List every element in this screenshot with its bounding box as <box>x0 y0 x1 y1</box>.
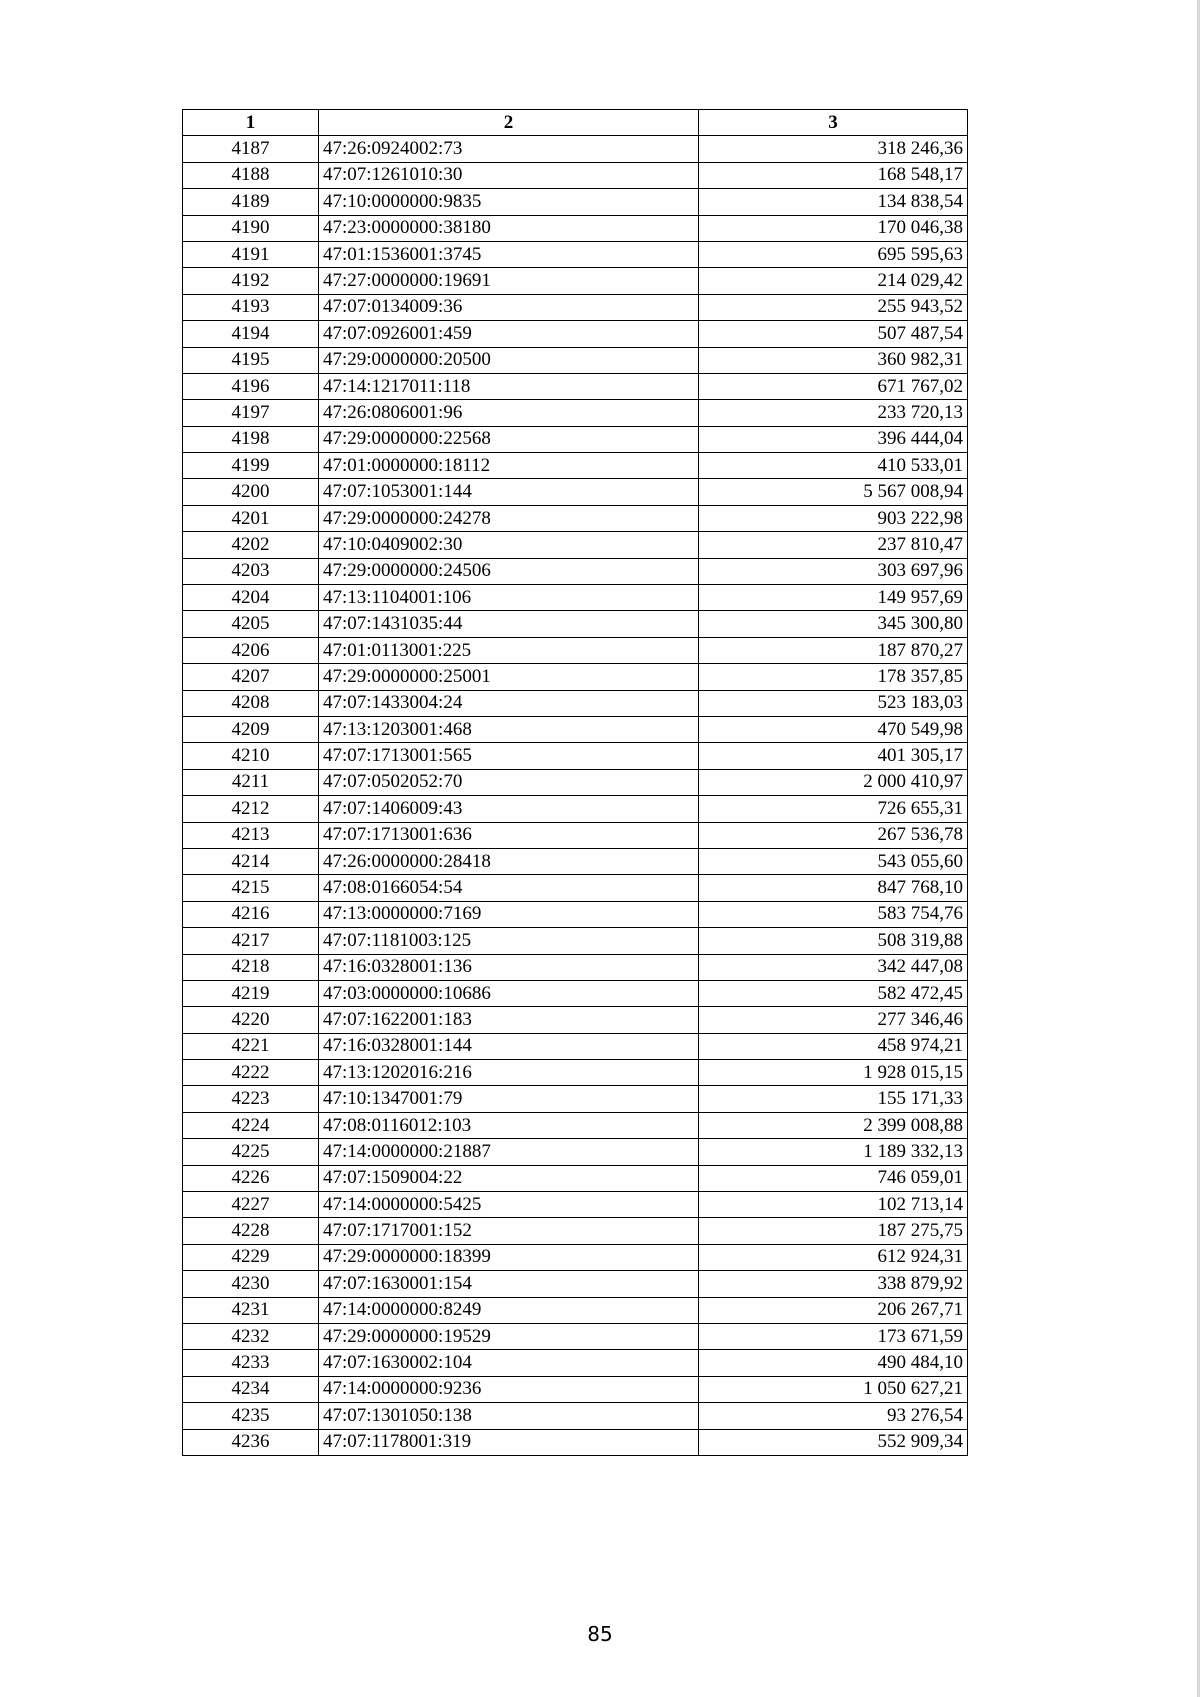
value-cell: 173 671,59 <box>699 1323 968 1349</box>
table-row <box>183 690 968 716</box>
value-cell: 345 300,80 <box>699 611 968 637</box>
row-number-cell: 4221 <box>183 1033 319 1059</box>
column-header-3: 3 <box>699 110 968 136</box>
row-number-cell: 4219 <box>183 980 319 1006</box>
row-number-cell: 4217 <box>183 928 319 954</box>
table-row <box>183 1271 968 1297</box>
table-body <box>183 136 968 1456</box>
table-row <box>183 373 968 399</box>
table-row <box>183 1112 968 1138</box>
table-row <box>183 1350 968 1376</box>
cadastral-number-cell: 47:07:1713001:565 <box>319 743 699 769</box>
row-number-cell: 4232 <box>183 1323 319 1349</box>
cadastral-number-cell: 47:07:0134009:36 <box>319 294 699 320</box>
value-cell: 187 275,75 <box>699 1218 968 1244</box>
row-number-cell: 4200 <box>183 479 319 505</box>
table-row <box>183 743 968 769</box>
table-row <box>183 347 968 373</box>
table-row <box>183 532 968 558</box>
value-cell: 695 595,63 <box>699 241 968 267</box>
row-number-cell: 4216 <box>183 901 319 927</box>
cadastral-number-cell: 47:07:1053001:144 <box>319 479 699 505</box>
cadastral-number-cell: 47:26:0000000:28418 <box>319 848 699 874</box>
row-number-cell: 4204 <box>183 585 319 611</box>
table-row <box>183 1376 968 1402</box>
table-row <box>183 901 968 927</box>
cadastral-number-cell: 47:10:0000000:9835 <box>319 189 699 215</box>
value-cell: 2 000 410,97 <box>699 769 968 795</box>
table-row <box>183 294 968 320</box>
table-row <box>183 611 968 637</box>
row-number-cell: 4189 <box>183 189 319 215</box>
cadastral-number-cell: 47:07:1261010:30 <box>319 162 699 188</box>
row-number-cell: 4229 <box>183 1244 319 1270</box>
row-number-cell: 4213 <box>183 822 319 848</box>
value-cell: 508 319,88 <box>699 928 968 954</box>
value-cell: 583 754,76 <box>699 901 968 927</box>
value-cell: 543 055,60 <box>699 848 968 874</box>
row-number-cell: 4210 <box>183 743 319 769</box>
table-row <box>183 1086 968 1112</box>
table-row <box>183 1323 968 1349</box>
cadastral-number-cell: 47:01:0113001:225 <box>319 637 699 663</box>
table-row <box>183 848 968 874</box>
value-cell: 318 246,36 <box>699 136 968 162</box>
row-number-cell: 4209 <box>183 716 319 742</box>
row-number-cell: 4187 <box>183 136 319 162</box>
column-header-1: 1 <box>183 110 319 136</box>
row-number-cell: 4205 <box>183 611 319 637</box>
table-row <box>183 479 968 505</box>
cadastral-number-cell: 47:29:0000000:24506 <box>319 558 699 584</box>
row-number-cell: 4226 <box>183 1165 319 1191</box>
value-cell: 523 183,03 <box>699 690 968 716</box>
header-row <box>183 110 968 136</box>
table-row <box>183 189 968 215</box>
table-row <box>183 1297 968 1323</box>
table-row <box>183 453 968 479</box>
value-cell: 149 957,69 <box>699 585 968 611</box>
value-cell: 93 276,54 <box>699 1403 968 1429</box>
value-cell: 233 720,13 <box>699 400 968 426</box>
table-row <box>183 928 968 954</box>
table-row <box>183 1139 968 1165</box>
cadastral-number-cell: 47:29:0000000:18399 <box>319 1244 699 1270</box>
table-row <box>183 637 968 663</box>
value-cell: 1 050 627,21 <box>699 1376 968 1402</box>
value-cell: 170 046,38 <box>699 215 968 241</box>
table-row <box>183 215 968 241</box>
table-row <box>183 1007 968 1033</box>
row-number-cell: 4202 <box>183 532 319 558</box>
value-cell: 470 549,98 <box>699 716 968 742</box>
row-number-cell: 4231 <box>183 1297 319 1323</box>
cadastral-number-cell: 47:13:0000000:7169 <box>319 901 699 927</box>
value-cell: 582 472,45 <box>699 980 968 1006</box>
value-cell: 410 533,01 <box>699 453 968 479</box>
row-number-cell: 4203 <box>183 558 319 584</box>
row-number-cell: 4225 <box>183 1139 319 1165</box>
value-cell: 303 697,96 <box>699 558 968 584</box>
row-number-cell: 4214 <box>183 848 319 874</box>
cadastral-number-cell: 47:07:1630002:104 <box>319 1350 699 1376</box>
row-number-cell: 4218 <box>183 954 319 980</box>
cadastral-number-cell: 47:29:0000000:20500 <box>319 347 699 373</box>
value-cell: 396 444,04 <box>699 426 968 452</box>
cadastral-number-cell: 47:07:1509004:22 <box>319 1165 699 1191</box>
table-header <box>183 110 968 136</box>
cadastral-number-cell: 47:14:0000000:5425 <box>319 1192 699 1218</box>
value-cell: 338 879,92 <box>699 1271 968 1297</box>
cadastral-number-cell: 47:14:0000000:9236 <box>319 1376 699 1402</box>
table-row <box>183 1244 968 1270</box>
value-cell: 490 484,10 <box>699 1350 968 1376</box>
value-cell: 1 189 332,13 <box>699 1139 968 1165</box>
value-cell: 401 305,17 <box>699 743 968 769</box>
table-row <box>183 1165 968 1191</box>
cadastral-number-cell: 47:10:1347001:79 <box>319 1086 699 1112</box>
value-cell: 267 536,78 <box>699 822 968 848</box>
row-number-cell: 4215 <box>183 875 319 901</box>
value-cell: 1 928 015,15 <box>699 1060 968 1086</box>
cadastral-number-cell: 47:26:0806001:96 <box>319 400 699 426</box>
table-row <box>183 1060 968 1086</box>
cadastral-number-cell: 47:13:1202016:216 <box>319 1060 699 1086</box>
cadastral-number-cell: 47:29:0000000:22568 <box>319 426 699 452</box>
row-number-cell: 4206 <box>183 637 319 663</box>
value-cell: 2 399 008,88 <box>699 1112 968 1138</box>
cadastral-number-cell: 47:07:1406009:43 <box>319 796 699 822</box>
table-row <box>183 585 968 611</box>
value-cell: 458 974,21 <box>699 1033 968 1059</box>
row-number-cell: 4230 <box>183 1271 319 1297</box>
value-cell: 903 222,98 <box>699 505 968 531</box>
page-number: 85 <box>587 1622 613 1646</box>
row-number-cell: 4201 <box>183 505 319 531</box>
cadastral-number-cell: 47:07:1630001:154 <box>319 1271 699 1297</box>
table-row <box>183 1429 968 1455</box>
row-number-cell: 4223 <box>183 1086 319 1112</box>
registry-table <box>182 109 968 1456</box>
value-cell: 507 487,54 <box>699 321 968 347</box>
row-number-cell: 4236 <box>183 1429 319 1455</box>
table-row <box>183 321 968 347</box>
value-cell: 552 909,34 <box>699 1429 968 1455</box>
cadastral-number-cell: 47:14:1217011:118 <box>319 373 699 399</box>
row-number-cell: 4194 <box>183 321 319 347</box>
cadastral-number-cell: 47:26:0924002:73 <box>319 136 699 162</box>
cadastral-number-cell: 47:07:0926001:459 <box>319 321 699 347</box>
cadastral-number-cell: 47:07:1717001:152 <box>319 1218 699 1244</box>
cadastral-number-cell: 47:08:0116012:103 <box>319 1112 699 1138</box>
value-cell: 214 029,42 <box>699 268 968 294</box>
table-row <box>183 1192 968 1218</box>
table-row <box>183 241 968 267</box>
row-number-cell: 4190 <box>183 215 319 241</box>
cadastral-number-cell: 47:07:1181003:125 <box>319 928 699 954</box>
cadastral-number-cell: 47:07:1622001:183 <box>319 1007 699 1033</box>
value-cell: 612 924,31 <box>699 1244 968 1270</box>
cadastral-number-cell: 47:29:0000000:25001 <box>319 664 699 690</box>
table-row <box>183 796 968 822</box>
value-cell: 360 982,31 <box>699 347 968 373</box>
row-number-cell: 4191 <box>183 241 319 267</box>
row-number-cell: 4208 <box>183 690 319 716</box>
value-cell: 847 768,10 <box>699 875 968 901</box>
table-row <box>183 558 968 584</box>
row-number-cell: 4198 <box>183 426 319 452</box>
value-cell: 206 267,71 <box>699 1297 968 1323</box>
row-number-cell: 4197 <box>183 400 319 426</box>
value-cell: 671 767,02 <box>699 373 968 399</box>
value-cell: 134 838,54 <box>699 189 968 215</box>
cadastral-number-cell: 47:23:0000000:38180 <box>319 215 699 241</box>
value-cell: 255 943,52 <box>699 294 968 320</box>
cadastral-number-cell: 47:07:1178001:319 <box>319 1429 699 1455</box>
table-row <box>183 136 968 162</box>
table-row <box>183 162 968 188</box>
row-number-cell: 4193 <box>183 294 319 320</box>
cadastral-number-cell: 47:16:0328001:136 <box>319 954 699 980</box>
cadastral-number-cell: 47:14:0000000:21887 <box>319 1139 699 1165</box>
table-row <box>183 426 968 452</box>
value-cell: 155 171,33 <box>699 1086 968 1112</box>
table-row <box>183 822 968 848</box>
value-cell: 168 548,17 <box>699 162 968 188</box>
value-cell: 102 713,14 <box>699 1192 968 1218</box>
row-number-cell: 4188 <box>183 162 319 188</box>
row-number-cell: 4207 <box>183 664 319 690</box>
table-row <box>183 954 968 980</box>
row-number-cell: 4212 <box>183 796 319 822</box>
row-number-cell: 4227 <box>183 1192 319 1218</box>
value-cell: 746 059,01 <box>699 1165 968 1191</box>
table-row <box>183 400 968 426</box>
row-number-cell: 4211 <box>183 769 319 795</box>
value-cell: 187 870,27 <box>699 637 968 663</box>
table-row <box>183 505 968 531</box>
row-number-cell: 4196 <box>183 373 319 399</box>
cadastral-number-cell: 47:01:0000000:18112 <box>319 453 699 479</box>
cadastral-number-cell: 47:08:0166054:54 <box>319 875 699 901</box>
cadastral-number-cell: 47:07:1433004:24 <box>319 690 699 716</box>
value-cell: 277 346,46 <box>699 1007 968 1033</box>
table-row <box>183 1033 968 1059</box>
row-number-cell: 4234 <box>183 1376 319 1402</box>
cadastral-number-cell: 47:29:0000000:24278 <box>319 505 699 531</box>
table-row <box>183 664 968 690</box>
cadastral-number-cell: 47:27:0000000:19691 <box>319 268 699 294</box>
table-row <box>183 716 968 742</box>
row-number-cell: 4220 <box>183 1007 319 1033</box>
cadastral-number-cell: 47:07:1713001:636 <box>319 822 699 848</box>
cadastral-number-cell: 47:01:1536001:3745 <box>319 241 699 267</box>
row-number-cell: 4195 <box>183 347 319 373</box>
row-number-cell: 4228 <box>183 1218 319 1244</box>
cadastral-number-cell: 47:16:0328001:144 <box>319 1033 699 1059</box>
row-number-cell: 4222 <box>183 1060 319 1086</box>
table-row <box>183 875 968 901</box>
table-row <box>183 980 968 1006</box>
row-number-cell: 4224 <box>183 1112 319 1138</box>
column-header-2: 2 <box>319 110 699 136</box>
value-cell: 5 567 008,94 <box>699 479 968 505</box>
cadastral-number-cell: 47:14:0000000:8249 <box>319 1297 699 1323</box>
row-number-cell: 4235 <box>183 1403 319 1429</box>
value-cell: 342 447,08 <box>699 954 968 980</box>
cadastral-number-cell: 47:07:1431035:44 <box>319 611 699 637</box>
table-row <box>183 1218 968 1244</box>
table-row <box>183 268 968 294</box>
cadastral-number-cell: 47:13:1104001:106 <box>319 585 699 611</box>
cadastral-number-cell: 47:29:0000000:19529 <box>319 1323 699 1349</box>
value-cell: 178 357,85 <box>699 664 968 690</box>
cadastral-number-cell: 47:03:0000000:10686 <box>319 980 699 1006</box>
cadastral-number-cell: 47:10:0409002:30 <box>319 532 699 558</box>
table-row <box>183 769 968 795</box>
value-cell: 726 655,31 <box>699 796 968 822</box>
cadastral-number-cell: 47:13:1203001:468 <box>319 716 699 742</box>
table-row <box>183 1403 968 1429</box>
row-number-cell: 4233 <box>183 1350 319 1376</box>
row-number-cell: 4199 <box>183 453 319 479</box>
value-cell: 237 810,47 <box>699 532 968 558</box>
cadastral-number-cell: 47:07:1301050:138 <box>319 1403 699 1429</box>
row-number-cell: 4192 <box>183 268 319 294</box>
cadastral-number-cell: 47:07:0502052:70 <box>319 769 699 795</box>
